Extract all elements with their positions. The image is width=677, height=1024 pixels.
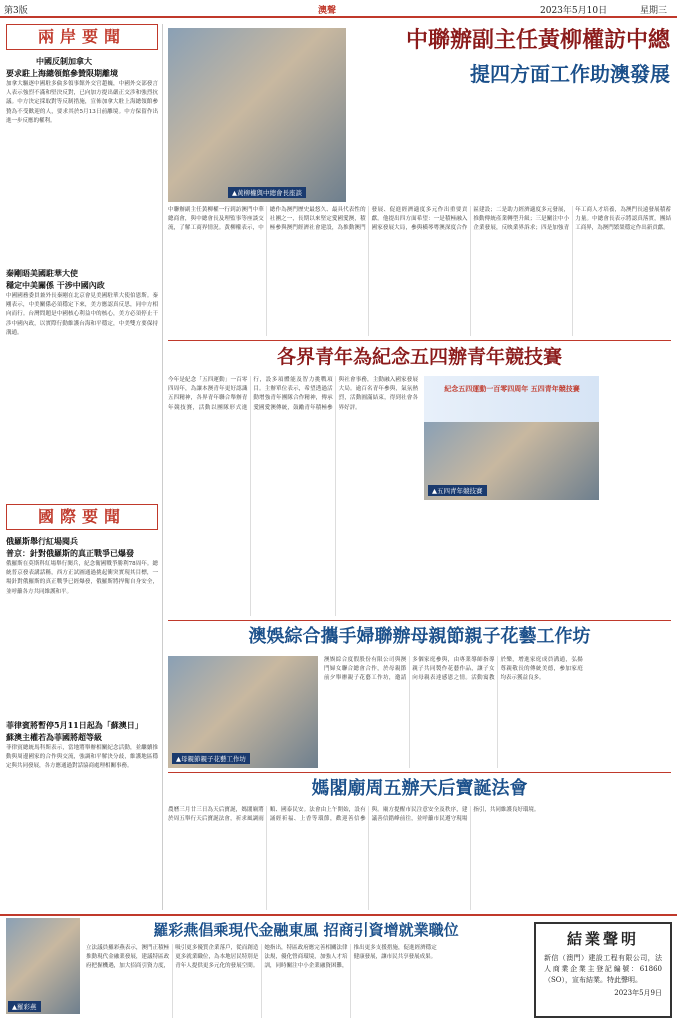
article-a3-kicker: 俄羅斯舉行紅場閱兵	[6, 536, 78, 546]
macao-news-section-title: 兩岸要聞	[6, 24, 158, 50]
section-rule-3	[168, 772, 671, 773]
masthead: 澳聲	[318, 6, 337, 16]
article2-banner-text: 紀念五四運動一百零四周年 五四青年競技賽	[444, 384, 580, 393]
article5-photo-caption: ▲羅彩燕	[8, 1001, 41, 1012]
page-number: 第3版	[4, 6, 28, 16]
bottom-rule	[0, 914, 677, 916]
issue-date: 2023年5月10日	[540, 6, 608, 16]
article3-photo-caption: ▲母親節親子花藝工作坊	[172, 753, 250, 764]
article2-photo-caption: ▲五四青年競技賽	[428, 485, 487, 496]
article5-photo	[6, 918, 80, 1014]
article-a4-kicker: 菲律賓將暫停5月11日起為「蘇澳日」	[6, 720, 143, 730]
closure-notice-date: 2023年5月9日	[614, 989, 662, 997]
article-a3-body: 俄羅斯在莫斯科紅場舉行閱兵，紀念衛國戰爭勝利78周年。總統普京發表講話稱，西方正試圖通過挑起衝突實現其目標，一場針對俄羅斯的真正戰爭已經爆發，俄羅斯將捍衛自身安全，並呼籲各方共同維護和平。	[6, 561, 158, 595]
main-headline: 中聯辦副主任黃柳權訪中總	[405, 28, 670, 53]
section-rule	[168, 340, 671, 341]
article3-photo	[168, 656, 318, 768]
article-a1-kicker: 中國反制加拿大	[36, 56, 92, 66]
article-a1-headline: 要求駐上海總領館參贊限期離境	[6, 68, 118, 78]
article2-body-lower	[424, 506, 671, 616]
article-a1-body: 加拿大驅逐中國駐多倫多領事館外交官趙巍，中國外交部發言人表示強烈不滿和堅決反對，已向加方提出嚴正交涉和強烈抗議。中方決定採取對等反制措施，宣佈加拿大駐上海總領館參贊為不受歡迎的人，要求其於5月13日前離境。中方保留作出進一步反應的權利。	[6, 81, 158, 124]
article-a2-headline: 穩定中美關係 干涉中國內政	[6, 280, 105, 290]
article2-body: 今年是紀念「五四運動」一百零四周年，為讓本澳青年更好認識五四精神，各界青年聯合舉辦青年競技賽，活動以團隊形式進行，設多項體能及智力挑戰項目。主辦單位表示，希望透過活動增強青年團隊合作精神，傳承愛國愛澳傳統，鼓勵青年積極參與社會事務，主動融入國家發展大局。逾百名青年參與，氣氛熱烈，活動圓滿結束，得到社會各界好評。	[168, 377, 418, 411]
article3-body: 澳娛綜合度假股份有限公司與澳門婦女聯合總會合作，於母親節前夕舉辦親子花藝工作坊，邀請多個家庭參與，由專業導師指導親子共同製作花藝作品，讓子女向母親表達感恩之情。活動寓教於樂，增進家庭成員溝通，弘揚尊親敬長的傳統美德，參加家庭均表示獲益良多。	[324, 657, 583, 682]
article-a3-headline: 普京：針對俄羅斯的真正戰爭已爆發	[6, 548, 134, 558]
world-news-section-title: 國際要聞	[6, 504, 158, 530]
article3-headline: 澳娛綜合攜手婦聯辦母親節親子花藝工作坊	[248, 626, 591, 647]
closure-notice-box	[534, 922, 672, 1018]
article-a2-kicker: 秦剛晤美國駐華大使	[6, 268, 78, 278]
page-header	[0, 0, 677, 18]
article5-body: 立法議員羅彩燕表示，澳門正積極推動現代金融業發展，建議特區政府把握機遇，加大招商引資力度，吸引更多優質企業落戶，從而創造更多就業職位，為本地居民特別是青年人提供更多元化的發展空間。她指出，特區政府應完善相關法律法規，優化營商環境，加強人才培訓，同時關注中小企業融資困難，推出更多支援措施，促進經濟穩定健康發展，讓市民共享發展成果。	[86, 945, 437, 970]
main-subheadline: 提四方面工作助澳發展	[470, 62, 670, 86]
main-article-body: 中聯辦副主任黃柳權一行到訪澳門中華總商會，與中總會長及理監事等座談交流，了解工商界情況。黃柳權表示，中總作為澳門歷史最悠久、最具代表性的社團之一，長期以來堅定愛國愛澳，積極參與澳門經濟社會建設，為推動澳門發展、促進經濟適度多元作出重要貢獻。他提出四方面希望：一是積極融入國家發展大局，參與橫琴粵澳深度合作區建設；二是助力經濟適度多元發展，推動傳統產業轉型升級；三是關注中小企業發展，反映業界訴求；四是加強青年工商人才培養，為澳門長遠發展積蓄力量。中總會長表示將認真落實，團結工商界，為澳門繁榮穩定作出新貢獻。	[168, 207, 671, 232]
article2-photo	[424, 376, 599, 500]
article-a2-body: 中國國務委員兼外長秦剛在北京會見美國駐華大使伯恩斯。秦剛表示，中美關係必須穩定下來，美方應認真反思，同中方相向而行。台灣問題是中國核心利益中的核心，美方必須停止干涉中國內政，以實際行動維護台海和平穩定，中美雙方要保持溝通。	[6, 293, 158, 336]
main-article-photo	[168, 28, 346, 202]
closure-notice-title: 結業聲明	[566, 930, 639, 948]
main-photo-caption: ▲黃柳權與中總會長座談	[228, 187, 306, 198]
article-a4-headline: 蘇澳主權若為菲國將超等級	[6, 732, 102, 742]
weekday: 星期三	[640, 6, 668, 16]
article-a4-body: 菲律賓總統馬科斯表示，當地將舉辦相關紀念活動，並繼續推動與周邊國家的合作與交流，強調和平解決分歧，維護地區穩定與共同發展，各方應通過對話協商處理相關事務。	[6, 745, 158, 770]
article2-headline: 各界青年為紀念五四辦青年競技賽	[276, 346, 562, 368]
column-divider	[162, 24, 163, 910]
article5-headline: 羅彩燕倡乘現代金融東風 招商引資增就業職位	[153, 921, 459, 939]
article4-body: 農曆三月廿三日為天后寶誕，媽閣廟將於周五舉行天后寶誕法會，祈求風調雨順、國泰民安。法會由上午開始，設有誦經祈福、上香等環節，歡迎善信參與。廟方提醒市民注意安全及秩序，建議善信錯峰前往，並呼籲市民遵守現場指引，共同維護良好環境。	[168, 807, 540, 823]
closure-notice-body: 新信（澳門）建設工程有限公司，法人商業企業主登記編號：61860（SO），宣布結業。特此聲明。	[544, 954, 662, 984]
article4-headline: 媽閣廟周五辦天后寶誕法會	[311, 778, 528, 799]
section-rule-2	[168, 620, 671, 621]
